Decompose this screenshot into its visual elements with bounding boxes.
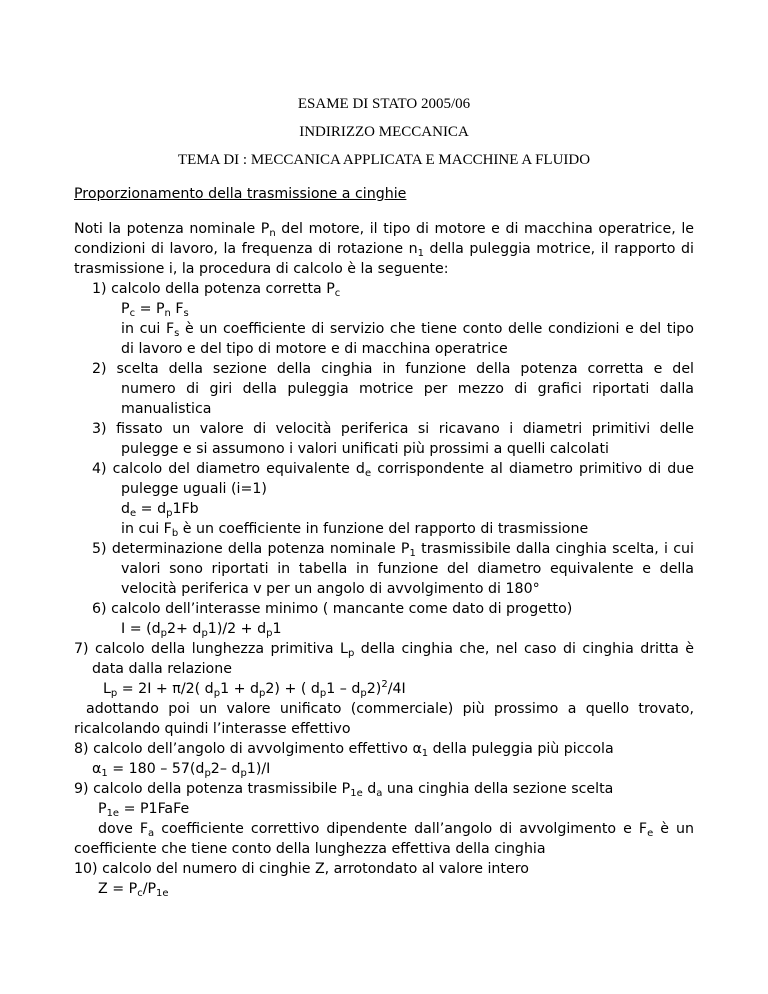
step-5-line-1: 5) determinazione della potenza nominale $P_1$ trasmissibile dalla cinghia scelta, i cui [92, 541, 694, 559]
step-2-line-3: manualistica [121, 401, 212, 417]
step-8-line-1: 8) calcolo dell’angolo di avvolgimento effettivo $\alpha_1$ della puleggia più piccola [74, 741, 614, 759]
intro-line-3: trasmissione i, la procedura di calcolo è la seguente: [74, 261, 449, 277]
step-10-formula: $Z = P_c/P_{1e}$ [98, 881, 169, 899]
exam-title: ESAME DI STATO 2005/06 [297, 96, 471, 112]
step-7-note-1: adottando poi un valore unificato (commerciale) più prossimo a quello trovato, [86, 701, 694, 717]
step-4-line-2: pulegge uguali (i=1) [121, 481, 267, 497]
step-3-line-1: 3) fissato un valore di velocità periferica si ricavano i diametri primitivi delle [92, 421, 694, 437]
step-2-line-1: 2) scelta della sezione della cinghia in funzione della potenza corretta e del [92, 361, 694, 377]
step-1-formula: $P_c = P_n$ $F_s$ [121, 301, 189, 319]
step-8-formula: $\alpha_1 = 180 - 57(d_p2-$ $d_p1)/I$ [92, 761, 271, 779]
step-7-line-2: data dalla relazione [92, 661, 232, 677]
step-9-note-2: coefficiente che tiene conto della lunghezza effettiva della cinghia [74, 841, 546, 857]
intro-line-1: Noti la potenza nominale $P_n$ del motore, il tipo di motore e di macchina operatrice, le [74, 221, 694, 239]
step-1-note-1: in cui $F_s$ è un coefficiente di servizio che tiene conto delle condizioni e del tipo [121, 321, 694, 339]
step-7-formula: $L_p = 2I + \pi/2$( $d_p1 + d_p2$) + ( $d_p1 - d_p2)^2/4I$ [103, 679, 406, 699]
step-4-formula: $d_e = d_p1Fb$ [121, 501, 199, 519]
step-4-line-1: 4) calcolo del diametro equivalente $d_e$ corrispondente al diametro primitivo di due [92, 461, 694, 479]
step-10-line-1: 10) calcolo del numero di cinghie Z, arrotondato al valore intero [74, 861, 529, 877]
step-4-note: in cui $F_b$ è un coefficiente in funzione del rapporto di trasmissione [121, 521, 589, 539]
step-1-note-2: di lavoro e del tipo di motore e di macchina operatrice [121, 341, 508, 357]
step-7-line-1: 7) calcolo della lunghezza primitiva $L_p$ della cinghia che, nel caso di cinghia dritta è [74, 641, 694, 659]
step-6-line-1: 6) calcolo dell’interasse minimo ( mancante come dato di progetto) [92, 601, 573, 617]
step-5-line-2: valori sono riportati in tabella in funzione del diametro equivalente e della [121, 561, 694, 577]
step-1-label: 1) calcolo della potenza corretta $P_c$ [92, 281, 341, 299]
exam-track: INDIRIZZO MECCANICA [299, 124, 469, 140]
step-6-formula: $I = (d_p2+ d_p1)/2 + d_p1$ [121, 621, 282, 639]
step-2-line-2: numero di giri della puleggia motrice per mezzo di grafici riportati dalla [121, 381, 694, 397]
step-3-line-2: pulegge e si assumono i valori unificati più prossimi a quelli calcolati [121, 441, 609, 457]
step-7-note-2: ricalcolando quindi l’interasse effettivo [74, 721, 351, 737]
step-9-line-1: 9) calcolo della potenza trasmissibile $P_{1e}$ $d_a$ una cinghia della sezione scelta [74, 781, 614, 799]
step-5-line-3: velocità periferica v per un angolo di avvolgimento di 180° [121, 581, 540, 597]
intro-line-2: condizioni di lavoro, la frequenza di rotazione $n_1$ della puleggia motrice, il rapporto di [74, 241, 694, 259]
exam-subject: TEMA DI : MECCANICA APPLICATA E MACCHINE A FLUIDO [177, 152, 591, 168]
step-9-formula: $P_{1e}$ = P1FaFe [98, 801, 190, 819]
step-9-note-1: dove $F_a$ coefficiente correttivo dipendente dall’angolo di avvolgimento e $F_e$ è un [98, 821, 695, 839]
section-title: Proporzionamento della trasmissione a cinghie [74, 186, 407, 202]
